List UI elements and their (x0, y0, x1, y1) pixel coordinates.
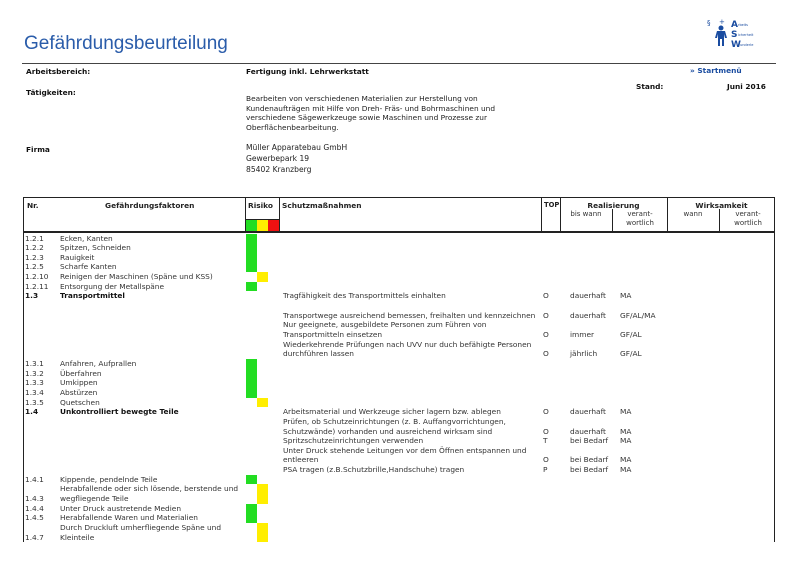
cell-top: O (543, 407, 549, 417)
cell-top: O (543, 330, 549, 339)
cell-who: MA (620, 426, 632, 436)
table-row (24, 262, 774, 272)
risk-indicator-green (246, 378, 257, 388)
title-divider (22, 63, 776, 64)
svg-text:underle: underle (740, 43, 754, 47)
page-title: Gefährdungsbeurteilung (24, 33, 228, 54)
col-verant-line: wortlich (626, 219, 654, 227)
table-row (24, 436, 774, 446)
firma-city: 85402 Kranzberg (246, 165, 312, 174)
table-row (24, 340, 774, 350)
risk-indicator-yellow (257, 484, 268, 494)
table-row (24, 378, 774, 388)
taetigkeiten-line: Oberflächenbearbeitung. (246, 122, 339, 132)
col-wann: wann (683, 210, 703, 218)
cell-factor: Anfahren, Aufprallen (60, 358, 137, 368)
col-verant-line: verant- (735, 210, 761, 218)
risk-indicator-green (246, 513, 257, 523)
cell-measure: Prüfen, ob Schutzeinrichtungen (z. B. Auffangvorrichtungen, (283, 416, 506, 426)
table-row (24, 301, 774, 311)
table-row (24, 398, 774, 408)
cell-factor: Reinigen der Maschinen (Späne und KSS) (60, 272, 213, 282)
cell-factor: Scharfe Kanten (60, 262, 117, 272)
cell-nr: 1.4.5 (25, 513, 44, 523)
table-row (24, 253, 774, 263)
table-row (24, 320, 774, 330)
stand-value: Juni 2016 (727, 82, 766, 91)
cell-nr: 1.4 (25, 407, 39, 417)
svg-text:W: W (731, 40, 741, 50)
cell-nr: 1.2.3 (25, 252, 44, 262)
cell-nr: 1.3 (25, 291, 39, 301)
table-row (24, 330, 774, 340)
cell-factor: Herabfallende oder sich lösende, berstende und (60, 484, 239, 494)
risk-indicator-green (246, 504, 257, 514)
cell-nr: 1.4.4 (25, 503, 44, 513)
risk-indicator-green (246, 359, 257, 369)
cell-nr: 1.2.5 (25, 262, 44, 272)
table-row (24, 446, 774, 456)
cell-when: dauerhaft (570, 310, 606, 320)
risk-indicator-green (246, 262, 257, 272)
table-row (24, 311, 774, 321)
svg-text:§: § (707, 19, 711, 27)
cell-factor: Überfahren (60, 368, 102, 378)
table-row (24, 359, 774, 369)
risk-indicator-green (246, 388, 257, 398)
cell-factor: Unter Druck austretende Medien (60, 503, 182, 513)
col-wirksamkeit: Wirksamkeit (695, 201, 748, 210)
col-factors: Gefährdungsfaktoren (105, 201, 195, 210)
svg-text:+: + (719, 18, 725, 26)
risk-indicator-green (246, 475, 257, 485)
cell-when: jährlich (570, 349, 598, 359)
cell-factor: Rauigkeit (60, 252, 95, 262)
col-measures: Schutzmaßnahmen (282, 201, 362, 210)
cell-who: MA (620, 455, 632, 465)
stand-label: Stand: (636, 82, 664, 91)
cell-factor: Ecken, Kanten (60, 233, 113, 243)
table-row (24, 243, 774, 253)
cell-nr: 1.4.7 (25, 532, 44, 542)
table-row (24, 513, 774, 523)
cell-who: MA (620, 465, 632, 475)
cell-top: O (543, 291, 549, 301)
table-row (24, 484, 774, 494)
cell-nr: 1.3.3 (25, 378, 44, 388)
svg-text:rbeits: rbeits (738, 23, 748, 27)
firma-street: Gewerbepark 19 (246, 154, 310, 163)
cell-factor: Abstürzen (60, 387, 98, 397)
cell-who: GF/AL/MA (620, 310, 656, 320)
header-divider (24, 231, 774, 233)
risk-indicator-yellow (257, 272, 268, 282)
table-row (24, 475, 774, 485)
cell-measure: durchführen lassen (283, 349, 354, 359)
cell-when: dauerhaft (570, 426, 606, 436)
firma-address (246, 142, 347, 175)
taetigkeiten-line: verschiedene Sägewerkzeuge sowie Maschinen und Prozesse zur (246, 113, 487, 123)
cell-nr: 1.3.2 (25, 368, 44, 378)
col-verant-line: verant- (627, 210, 653, 218)
table-row (24, 504, 774, 514)
cell-when: bei Bedarf (570, 436, 609, 446)
cell-nr: 1.4.3 (25, 494, 44, 504)
cell-factor: Kleinteile (60, 532, 95, 542)
cell-measure: Tragfähigkeit des Transportmittels einhalten (283, 291, 446, 301)
cell-top: O (543, 349, 549, 359)
taetigkeiten-text (246, 94, 495, 133)
cell-measure: PSA tragen (z.B.Schutzbrille,Handschuhe) tragen (283, 465, 465, 475)
table-row (24, 533, 774, 543)
cell-measure: Schutzwände) vorhanden und ausreichend wirksam sind (283, 426, 493, 436)
risk-legend-green (246, 220, 257, 231)
hazard-table (23, 197, 775, 542)
risk-indicator-yellow (257, 523, 268, 533)
table-row (24, 234, 774, 244)
cell-factor: Kippende, pendelnde Teile (60, 474, 158, 484)
col-verantwortlich-2 (720, 210, 776, 228)
svg-text:S: S (731, 30, 738, 40)
cell-top: T (543, 436, 548, 446)
col-bis-wann: bis wann (570, 210, 602, 218)
table-row (24, 369, 774, 379)
cell-top: P (543, 465, 548, 475)
risk-indicator-yellow (257, 533, 268, 543)
cell-when: dauerhaft (570, 291, 606, 301)
table-row (24, 455, 774, 465)
risk-legend-red (268, 220, 279, 231)
taetigkeiten-line: Bearbeiten von verschiedenen Materialien zur Herstellung von (246, 94, 478, 103)
cell-nr: 1.2.11 (25, 281, 49, 291)
cell-who: MA (620, 436, 632, 446)
cell-measure: Arbeitsmaterial und Werkzeuge sicher lagern bzw. ablegen (283, 407, 501, 417)
col-verant-line: wortlich (734, 219, 762, 227)
cell-measure: entleeren (283, 455, 319, 465)
col-top: TOP (544, 201, 560, 209)
table-row (24, 427, 774, 437)
risk-indicator-green (246, 234, 257, 244)
cell-factor: Quetschen (60, 397, 100, 407)
cell-measure: Transportwege ausreichend bemessen, freihalten und kennzeichnen (283, 310, 536, 320)
cell-nr: 1.4.1 (25, 474, 44, 484)
table-row (24, 523, 774, 533)
cell-when: dauerhaft (570, 407, 606, 417)
col-realisierung: Realisierung (587, 201, 640, 210)
cell-factor: Entsorgung der Metallspäne (60, 281, 165, 291)
cell-who: GF/AL (620, 349, 642, 359)
cell-measure: Wiederkehrende Prüfungen nach UVV nur duch befähigte Personen (283, 339, 532, 349)
cell-who: MA (620, 291, 632, 301)
risk-indicator-yellow (257, 398, 268, 408)
table-row (24, 494, 774, 504)
risk-indicator-green (246, 243, 257, 253)
table-row (24, 272, 774, 282)
cell-factor: Transportmittel (60, 291, 125, 301)
cell-factor: Spitzen, Schneiden (60, 243, 131, 253)
cell-nr: 1.2.2 (25, 243, 44, 253)
column-divider (279, 198, 280, 231)
risk-indicator-green (246, 253, 257, 263)
cell-when: bei Bedarf (570, 455, 609, 465)
arbeitsbereich-label: Arbeitsbereich: (26, 67, 91, 76)
col-nr: Nr. (27, 201, 39, 210)
cell-factor: Durch Druckluft umherfliegende Späne und (60, 523, 222, 532)
column-divider (541, 198, 542, 231)
table-row (24, 407, 774, 417)
cell-measure: Nur geeignete, ausgebildete Personen zum Führen von (283, 320, 487, 330)
firma-label: Firma (26, 145, 50, 154)
taetigkeiten-label: Tätigkeiten: (26, 88, 76, 97)
svg-text:A: A (731, 20, 738, 30)
svg-text:icherheit: icherheit (738, 33, 754, 37)
cell-top: O (543, 455, 549, 465)
table-row (24, 349, 774, 359)
cell-top: O (543, 310, 549, 320)
cell-when: bei Bedarf (570, 465, 609, 475)
cell-measure: Unter Druck stehende Leitungen vor dem Öffnen entspannen und (283, 445, 527, 455)
risk-legend-yellow (257, 220, 268, 231)
cell-nr: 1.2.10 (25, 272, 49, 282)
cell-nr: 1.3.1 (25, 358, 44, 368)
cell-factor: Umkippen (60, 378, 98, 388)
risk-indicator-yellow (257, 494, 268, 504)
cell-measure: Transportmitteln einsetzen (283, 330, 383, 339)
cell-factor: Unkontrolliert bewegte Teile (60, 407, 179, 417)
table-row (24, 291, 774, 301)
cell-top: O (543, 426, 549, 436)
cell-factor: wegfliegende Teile (60, 494, 129, 504)
company-logo (705, 16, 767, 50)
risk-indicator-green (246, 369, 257, 379)
col-verantwortlich (613, 210, 667, 228)
firma-name: Müller Apparatebau GmbH (246, 143, 348, 152)
taetigkeiten-line: Kundenaufträgen mit Hilfe von Dreh- Fräs- und Bohrmaschinen und (246, 103, 496, 113)
risk-indicator-green (246, 282, 257, 292)
cell-nr: 1.3.4 (25, 387, 44, 397)
cell-factor: Herabfallende Waren und Materialien (60, 513, 198, 523)
cell-who: GF/AL (620, 330, 642, 339)
cell-nr: 1.2.1 (25, 233, 44, 243)
table-row (24, 388, 774, 398)
cell-who: MA (620, 407, 632, 417)
col-risk: Risiko (248, 201, 273, 210)
startmenu-link[interactable]: » Startmenü (690, 66, 742, 75)
table-row (24, 282, 774, 292)
cell-measure: Spritzschutzeinrichtungen verwenden (283, 436, 424, 446)
arbeitsbereich-value: Fertigung inkl. Lehrwerkstatt (246, 67, 369, 76)
table-row (24, 417, 774, 427)
cell-nr: 1.3.5 (25, 397, 44, 407)
table-row (24, 465, 774, 475)
cell-when: immer (570, 330, 595, 339)
